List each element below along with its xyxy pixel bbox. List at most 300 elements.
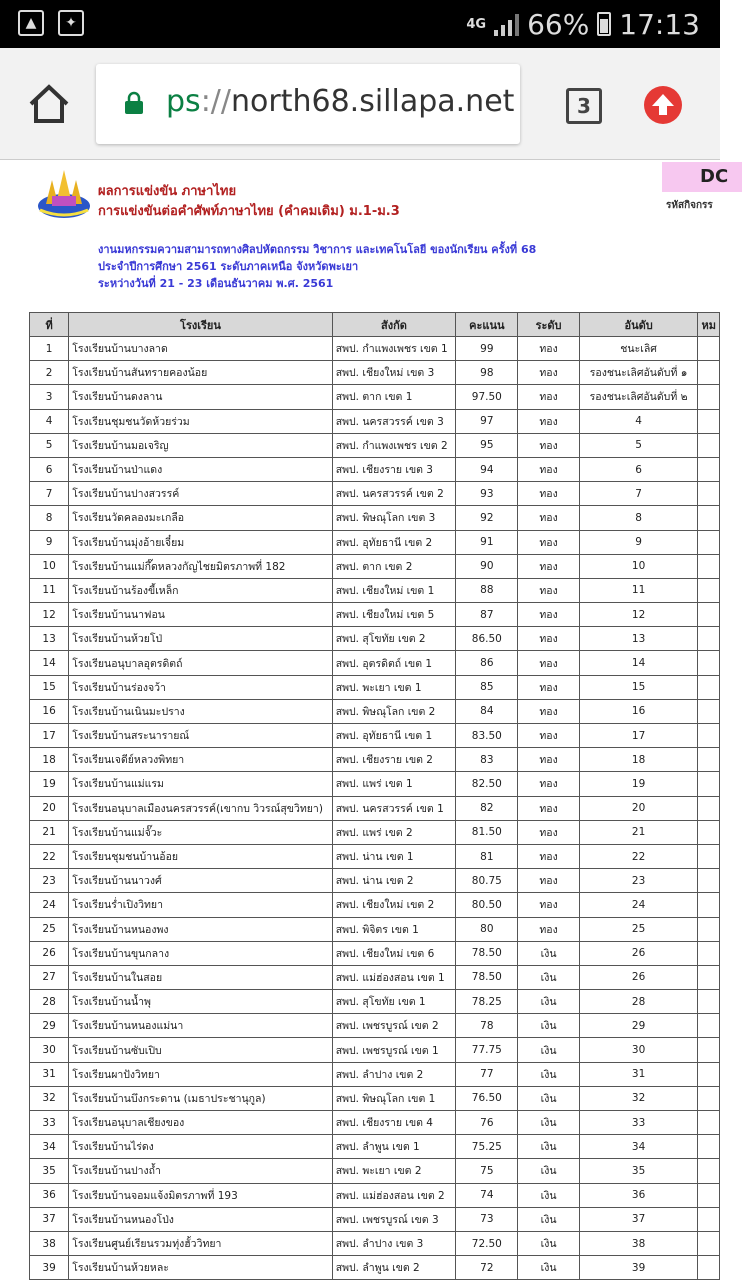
- cell-truncated: [698, 603, 720, 627]
- cell-rank: 28: [579, 990, 698, 1014]
- cell-score: 94: [456, 457, 518, 481]
- cell-affiliation: สพป. แม่ฮ่องสอน เขต 1: [332, 965, 456, 989]
- cell-rank: 26: [579, 941, 698, 965]
- cell-truncated: [698, 917, 720, 941]
- cell-affiliation: สพป. เชียงใหม่ เขต 5: [332, 603, 456, 627]
- cell-affiliation: สพป. พิษณุโลก เขต 3: [332, 506, 456, 530]
- cell-affiliation: สพป. พะเยา เขต 1: [332, 675, 456, 699]
- cell-no: 23: [30, 869, 69, 893]
- cell-affiliation: สพป. นครสวรรค์ เขต 1: [332, 796, 456, 820]
- cell-truncated: [698, 893, 720, 917]
- cell-affiliation: สพป. กำแพงเพชร เขต 2: [332, 433, 456, 457]
- cell-score: 81: [456, 844, 518, 868]
- table-row: [30, 844, 720, 868]
- cell-affiliation: สพป. ลำพูน เขต 1: [332, 1135, 456, 1159]
- cell-level: เงิน: [518, 1159, 579, 1183]
- cell-score: 93: [456, 482, 518, 506]
- cell-truncated: [698, 941, 720, 965]
- table-row: [30, 530, 720, 554]
- cell-score: 83: [456, 748, 518, 772]
- cell-score: 76.50: [456, 1086, 518, 1110]
- cell-school: โรงเรียนร่ำเปิงวิทยา: [69, 893, 332, 917]
- cell-level: ทอง: [518, 361, 579, 385]
- cell-level: ทอง: [518, 675, 579, 699]
- battery-charging-icon: [597, 12, 611, 36]
- cell-truncated: [698, 1231, 720, 1255]
- cell-school: โรงเรียนบ้านบางลาด: [69, 337, 332, 361]
- table-row: [30, 409, 720, 433]
- cell-score: 81.50: [456, 820, 518, 844]
- cell-score: 84: [456, 699, 518, 723]
- cell-score: 91: [456, 530, 518, 554]
- cell-truncated: [698, 554, 720, 578]
- cell-level: เงิน: [518, 1014, 579, 1038]
- competition-title: การแข่งขันต่อคำศัพท์ภาษาไทย (คำคมเดิม) ม.1-ม.3: [98, 204, 400, 219]
- cell-truncated: [698, 869, 720, 893]
- cell-level: ทอง: [518, 433, 579, 457]
- table-row: [30, 1183, 720, 1207]
- signal-strength-icon: [494, 12, 519, 36]
- cell-truncated: [698, 337, 720, 361]
- cell-level: ทอง: [518, 772, 579, 796]
- cell-score: 87: [456, 603, 518, 627]
- cell-no: 31: [30, 1062, 69, 1086]
- cell-affiliation: สพป. พิจิตร เขต 1: [332, 917, 456, 941]
- cell-truncated: [698, 1062, 720, 1086]
- cell-rank: 25: [579, 917, 698, 941]
- cell-school: โรงเรียนบ้านนาฟอน: [69, 603, 332, 627]
- battery-percent: 66%: [527, 7, 590, 41]
- cell-school: โรงเรียนบ้านปางสวรรค์: [69, 482, 332, 506]
- cell-no: 30: [30, 1038, 69, 1062]
- cell-school: โรงเรียนบ้านปางถ้ำ: [69, 1159, 332, 1183]
- cell-affiliation: สพป. พิษณุโลก เขต 1: [332, 1086, 456, 1110]
- cell-affiliation: สพป. เชียงใหม่ เขต 6: [332, 941, 456, 965]
- cell-no: 33: [30, 1111, 69, 1135]
- table-row: [30, 699, 720, 723]
- cell-level: เงิน: [518, 941, 579, 965]
- cell-rank: 12: [579, 603, 698, 627]
- cell-affiliation: สพป. พะเยา เขต 2: [332, 1159, 456, 1183]
- cell-rank: 39: [579, 1256, 698, 1280]
- url-separator: ://: [200, 84, 232, 119]
- table-row: [30, 917, 720, 941]
- cell-truncated: [698, 409, 720, 433]
- cell-school: โรงเรียนบ้านดงลาน: [69, 385, 332, 409]
- table-row: [30, 893, 720, 917]
- cell-affiliation: สพป. น่าน เขต 1: [332, 844, 456, 868]
- table-row: [30, 772, 720, 796]
- cell-truncated: [698, 1014, 720, 1038]
- cell-truncated: [698, 651, 720, 675]
- cell-school: โรงเรียนชุมชนบ้านอ้อย: [69, 844, 332, 868]
- cell-score: 98: [456, 361, 518, 385]
- tab-switcher-button[interactable]: 3: [566, 88, 602, 124]
- cell-score: 78.50: [456, 965, 518, 989]
- cell-level: ทอง: [518, 457, 579, 481]
- cell-school: โรงเรียนวัดคลองมะเกลือ: [69, 506, 332, 530]
- cell-level: เงิน: [518, 1231, 579, 1255]
- cell-no: 22: [30, 844, 69, 868]
- table-row: [30, 1159, 720, 1183]
- cell-affiliation: สพป. เชียงใหม่ เขต 3: [332, 361, 456, 385]
- cell-school: โรงเรียนบ้านมุ่งอ้ายเจี๋ยม: [69, 530, 332, 554]
- cell-level: ทอง: [518, 651, 579, 675]
- cell-score: 80: [456, 917, 518, 941]
- cell-affiliation: สพป. เชียงราย เขต 3: [332, 457, 456, 481]
- cell-school: โรงเรียนบ้านห้วยหละ: [69, 1256, 332, 1280]
- cell-score: 85: [456, 675, 518, 699]
- cell-level: ทอง: [518, 917, 579, 941]
- cell-school: โรงเรียนชุมชนวัดห้วยร่วม: [69, 409, 332, 433]
- cell-no: 6: [30, 457, 69, 481]
- cell-rank: รองชนะเลิศอันดับที่ ๒: [579, 385, 698, 409]
- cell-school: โรงเรียนบ้านแม่แรม: [69, 772, 332, 796]
- cell-level: ทอง: [518, 385, 579, 409]
- cell-school: โรงเรียนเจดีย์หลวงพิทยา: [69, 748, 332, 772]
- table-row: [30, 1062, 720, 1086]
- cell-truncated: [698, 482, 720, 506]
- cell-no: 34: [30, 1135, 69, 1159]
- cell-school: โรงเรียนบ้านในสอย: [69, 965, 332, 989]
- cell-rank: รองชนะเลิศอันดับที่ ๑: [579, 361, 698, 385]
- cell-truncated: [698, 361, 720, 385]
- cell-rank: 38: [579, 1231, 698, 1255]
- cell-rank: 23: [579, 869, 698, 893]
- cell-affiliation: สพป. เพชรบูรณ์ เขต 3: [332, 1207, 456, 1231]
- url-host: north68.sillapa.net: [231, 84, 515, 119]
- cell-truncated: [698, 457, 720, 481]
- cell-no: 32: [30, 1086, 69, 1110]
- table-row: [30, 385, 720, 409]
- cell-rank: 35: [579, 1159, 698, 1183]
- cell-score: 74: [456, 1183, 518, 1207]
- cell-no: 11: [30, 578, 69, 602]
- cell-school: โรงเรียนบ้านแม่จั๊วะ: [69, 820, 332, 844]
- cell-score: 75: [456, 1159, 518, 1183]
- cell-rank: 31: [579, 1062, 698, 1086]
- cell-affiliation: สพป. เพชรบูรณ์ เขต 1: [332, 1038, 456, 1062]
- cell-truncated: [698, 1256, 720, 1280]
- cell-affiliation: สพป. เชียงราย เขต 2: [332, 748, 456, 772]
- cell-rank: 24: [579, 893, 698, 917]
- cell-rank: 26: [579, 965, 698, 989]
- table-row: [30, 820, 720, 844]
- table-row: [30, 796, 720, 820]
- cell-level: เงิน: [518, 990, 579, 1014]
- cell-rank: 18: [579, 748, 698, 772]
- cell-level: ทอง: [518, 844, 579, 868]
- cell-affiliation: สพป. เชียงใหม่ เขต 1: [332, 578, 456, 602]
- cell-no: 36: [30, 1183, 69, 1207]
- cell-truncated: [698, 965, 720, 989]
- cell-school: โรงเรียนศูนย์เรียนรวมทุ่งฮั้ววิทยา: [69, 1231, 332, 1255]
- cell-school: โรงเรียนบ้านหนองแม่นา: [69, 1014, 332, 1038]
- cell-rank: 20: [579, 796, 698, 820]
- cell-affiliation: สพป. แม่ฮ่องสอน เขต 2: [332, 1183, 456, 1207]
- cell-truncated: [698, 1038, 720, 1062]
- cell-school: โรงเรียนบ้านซับเปิบ: [69, 1038, 332, 1062]
- cell-level: ทอง: [518, 820, 579, 844]
- home-button[interactable]: [28, 84, 70, 124]
- cell-truncated: [698, 1135, 720, 1159]
- browser-toolbar: [0, 48, 720, 160]
- cell-rank: 4: [579, 409, 698, 433]
- cell-school: โรงเรียนบ้านห้วยโป่: [69, 627, 332, 651]
- table-row: [30, 965, 720, 989]
- url-text[interactable]: [166, 84, 514, 119]
- cell-no: 21: [30, 820, 69, 844]
- cell-truncated: [698, 724, 720, 748]
- cell-no: 3: [30, 385, 69, 409]
- cell-score: 78: [456, 1014, 518, 1038]
- cell-score: 72.50: [456, 1231, 518, 1255]
- cell-rank: 10: [579, 554, 698, 578]
- cell-school: โรงเรียนบ้านเนินมะปราง: [69, 699, 332, 723]
- cell-rank: 9: [579, 530, 698, 554]
- cell-truncated: [698, 506, 720, 530]
- cell-level: เงิน: [518, 1111, 579, 1135]
- cell-rank: 33: [579, 1111, 698, 1135]
- cell-score: 83.50: [456, 724, 518, 748]
- cell-truncated: [698, 433, 720, 457]
- cell-rank: 34: [579, 1135, 698, 1159]
- cell-no: 27: [30, 965, 69, 989]
- cell-no: 5: [30, 433, 69, 457]
- cell-no: 37: [30, 1207, 69, 1231]
- cell-school: โรงเรียนบ้านไร่ดง: [69, 1135, 332, 1159]
- cell-truncated: [698, 627, 720, 651]
- clock: 17:13: [619, 7, 700, 41]
- cell-level: ทอง: [518, 748, 579, 772]
- cell-truncated: [698, 844, 720, 868]
- cell-score: 80.75: [456, 869, 518, 893]
- cell-no: 24: [30, 893, 69, 917]
- cell-school: โรงเรียนบ้านร่องจว้า: [69, 675, 332, 699]
- table-row: [30, 433, 720, 457]
- cell-affiliation: สพป. อุทัยธานี เขต 2: [332, 530, 456, 554]
- table-row: [30, 627, 720, 651]
- cell-level: ทอง: [518, 796, 579, 820]
- cell-school: โรงเรียนผาปังวิทยา: [69, 1062, 332, 1086]
- cell-school: โรงเรียนบ้านหนองพง: [69, 917, 332, 941]
- cell-truncated: [698, 796, 720, 820]
- cell-level: ทอง: [518, 578, 579, 602]
- cell-school: โรงเรียนบ้านสันทรายคองน้อย: [69, 361, 332, 385]
- cell-school: โรงเรียนบ้านสระนารายณ์: [69, 724, 332, 748]
- event-dates: ระหว่างวันที่ 21 - 23 เดือนธันวาคม พ.ศ. 2561: [98, 277, 334, 290]
- cell-no: 25: [30, 917, 69, 941]
- cell-affiliation: สพป. ตาก เขต 1: [332, 385, 456, 409]
- cell-no: 19: [30, 772, 69, 796]
- cell-score: 97: [456, 409, 518, 433]
- cell-no: 14: [30, 651, 69, 675]
- cell-rank: 30: [579, 1038, 698, 1062]
- table-row: [30, 651, 720, 675]
- table-row: [30, 1086, 720, 1110]
- cell-level: เงิน: [518, 1183, 579, 1207]
- cell-no: 17: [30, 724, 69, 748]
- cell-no: 26: [30, 941, 69, 965]
- cell-level: ทอง: [518, 603, 579, 627]
- cell-affiliation: สพป. อุทัยธานี เขต 1: [332, 724, 456, 748]
- event-name: งานมหกรรมความสามารถทางศิลปหัตถกรรม วิชาการ และเทคโนโลยี ของนักเรียน ครั้งที่ 68: [98, 243, 537, 256]
- table-row: [30, 457, 720, 481]
- cell-score: 78.50: [456, 941, 518, 965]
- cell-rank: 13: [579, 627, 698, 651]
- column-header-affiliation: สังกัด: [332, 313, 456, 337]
- cell-no: 10: [30, 554, 69, 578]
- cell-no: 13: [30, 627, 69, 651]
- cell-school: โรงเรียนบ้านบึงกระดาน (เมธาประชานุกูล): [69, 1086, 332, 1110]
- cell-truncated: [698, 748, 720, 772]
- cell-score: 99: [456, 337, 518, 361]
- cell-truncated: [698, 675, 720, 699]
- table-row: [30, 1256, 720, 1280]
- cell-school: โรงเรียนบ้านป่าแดง: [69, 457, 332, 481]
- cell-rank: 8: [579, 506, 698, 530]
- table-row: [30, 603, 720, 627]
- cell-no: 12: [30, 603, 69, 627]
- cell-truncated: [698, 1159, 720, 1183]
- cell-no: 4: [30, 409, 69, 433]
- cell-school: โรงเรียนบ้านหนองโป่ง: [69, 1207, 332, 1231]
- table-row: [30, 1135, 720, 1159]
- cell-score: 76: [456, 1111, 518, 1135]
- cell-affiliation: สพป. แพร่ เขต 1: [332, 772, 456, 796]
- cell-no: 1: [30, 337, 69, 361]
- cell-no: 2: [30, 361, 69, 385]
- cell-school: โรงเรียนบ้านน้ำพุ: [69, 990, 332, 1014]
- cell-affiliation: สพป. กำแพงเพชร เขต 1: [332, 337, 456, 361]
- cell-score: 86.50: [456, 627, 518, 651]
- cell-level: ทอง: [518, 530, 579, 554]
- cell-affiliation: สพป. เชียงใหม่ เขต 2: [332, 893, 456, 917]
- cell-score: 97.50: [456, 385, 518, 409]
- cell-level: เงิน: [518, 1135, 579, 1159]
- cell-rank: 32: [579, 1086, 698, 1110]
- cell-school: โรงเรียนบ้านนาวงศ์: [69, 869, 332, 893]
- column-header-rank: อันดับ: [579, 313, 698, 337]
- cell-no: 8: [30, 506, 69, 530]
- cell-no: 7: [30, 482, 69, 506]
- cell-no: 18: [30, 748, 69, 772]
- table-header-row: [30, 313, 720, 337]
- cell-school: โรงเรียนบ้านจอมแจ้งมิตรภาพที่ 193: [69, 1183, 332, 1207]
- cell-score: 75.25: [456, 1135, 518, 1159]
- cell-level: เงิน: [518, 1086, 579, 1110]
- table-row: [30, 361, 720, 385]
- cell-affiliation: สพป. นครสวรรค์ เขต 3: [332, 409, 456, 433]
- table-row: [30, 1014, 720, 1038]
- cell-affiliation: สพป. สุโขทัย เขต 2: [332, 627, 456, 651]
- upload-button[interactable]: [644, 86, 682, 124]
- cell-affiliation: สพป. พิษณุโลก เขต 2: [332, 699, 456, 723]
- cell-truncated: [698, 699, 720, 723]
- cell-level: ทอง: [518, 893, 579, 917]
- cell-truncated: [698, 820, 720, 844]
- cell-level: ทอง: [518, 869, 579, 893]
- cell-score: 80.50: [456, 893, 518, 917]
- cell-score: 88: [456, 578, 518, 602]
- cell-rank: 11: [579, 578, 698, 602]
- cell-rank: 21: [579, 820, 698, 844]
- cell-no: 9: [30, 530, 69, 554]
- cell-school: โรงเรียนอนุบาลเมืองนครสวรรค์(เขากบ วิวรณ์สุขวิทยา): [69, 796, 332, 820]
- lock-icon: [124, 92, 144, 114]
- table-row: [30, 1111, 720, 1135]
- cell-truncated: [698, 1111, 720, 1135]
- cell-level: เงิน: [518, 1038, 579, 1062]
- cell-level: ทอง: [518, 506, 579, 530]
- cell-level: ทอง: [518, 724, 579, 748]
- cell-level: เงิน: [518, 1256, 579, 1280]
- cell-score: 77: [456, 1062, 518, 1086]
- table-row: [30, 1231, 720, 1255]
- cell-rank: 29: [579, 1014, 698, 1038]
- cell-score: 82.50: [456, 772, 518, 796]
- event-year: ประจำปีการศึกษา 2561 ระดับภาคเหนือ จังหวัดพะเยา: [98, 260, 359, 273]
- cell-rank: 5: [579, 433, 698, 457]
- results-table: [29, 312, 720, 1280]
- gallery-notification-icon: ▲: [18, 10, 44, 36]
- cell-affiliation: สพป. ตาก เขต 2: [332, 554, 456, 578]
- web-page: [0, 160, 729, 1280]
- table-row: [30, 675, 720, 699]
- cell-rank: 19: [579, 772, 698, 796]
- cell-truncated: [698, 1183, 720, 1207]
- competition-logo: [36, 166, 92, 220]
- cell-score: 72: [456, 1256, 518, 1280]
- cell-score: 82: [456, 796, 518, 820]
- table-row: [30, 724, 720, 748]
- table-row: [30, 941, 720, 965]
- cell-level: ทอง: [518, 409, 579, 433]
- cell-truncated: [698, 385, 720, 409]
- table-row: [30, 869, 720, 893]
- page-title: ผลการแข่งขัน ภาษาไทย: [98, 184, 237, 199]
- cell-no: 38: [30, 1231, 69, 1255]
- table-row: [30, 748, 720, 772]
- cell-truncated: [698, 578, 720, 602]
- table-row: [30, 578, 720, 602]
- url-scheme: ps: [166, 84, 201, 119]
- cell-no: 15: [30, 675, 69, 699]
- cell-level: ทอง: [518, 627, 579, 651]
- address-bar[interactable]: [96, 64, 520, 144]
- cell-truncated: [698, 1086, 720, 1110]
- activity-badge: DC: [662, 162, 742, 192]
- cell-score: 77.75: [456, 1038, 518, 1062]
- table-row: [30, 506, 720, 530]
- cell-rank: 16: [579, 699, 698, 723]
- cell-school: โรงเรียนบ้านขุนกลาง: [69, 941, 332, 965]
- cell-school: โรงเรียนบ้านแม่กึ๊ดหลวงกัญไชยมิตรภาพที่ 182: [69, 554, 332, 578]
- cell-truncated: [698, 530, 720, 554]
- cell-no: 16: [30, 699, 69, 723]
- table-row: [30, 482, 720, 506]
- cell-score: 73: [456, 1207, 518, 1231]
- cell-school: โรงเรียนบ้านร้องขี้เหล็ก: [69, 578, 332, 602]
- cell-rank: 14: [579, 651, 698, 675]
- cell-rank: 6: [579, 457, 698, 481]
- cell-affiliation: สพป. เพชรบูรณ์ เขต 2: [332, 1014, 456, 1038]
- arrow-up-icon: [644, 86, 682, 124]
- cell-level: เงิน: [518, 1062, 579, 1086]
- cell-truncated: [698, 1207, 720, 1231]
- cell-rank: 7: [579, 482, 698, 506]
- cell-level: เงิน: [518, 1207, 579, 1231]
